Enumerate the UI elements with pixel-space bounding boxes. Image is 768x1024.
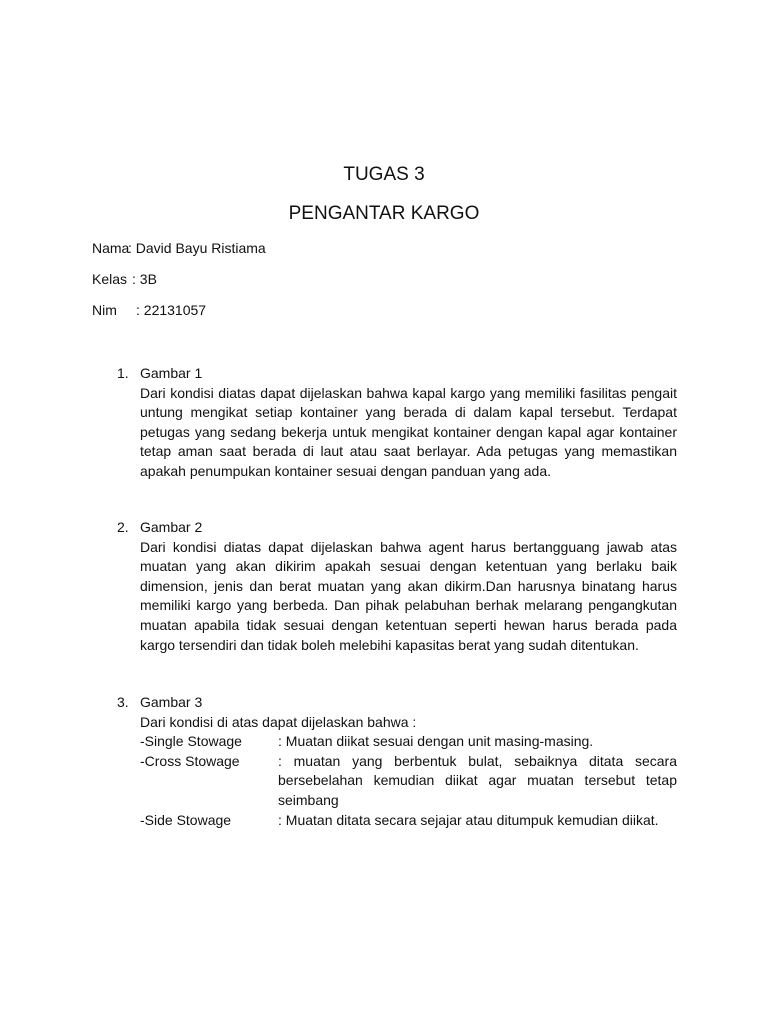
list-item-paragraph: Dari kondisi diatas dapat dijelaskan bahwa agent harus bertangguang jawab atas muatan yang akan dikirim apakah sesuai dengan ketentuan yang berlaku baik dimension, jenis dan berat muatan yang akan dikirm.Dan harusnya binatang harus memiliki kargo yang berbeda. Dan pihak pelabuhan berhak melarang pengangkutan muatan apabila tidak sesuai dengan ketentuan seperti hewan harus berada pada kargo tersendiri dan tidak boleh melebihi kapasitas berat yang sudah ditentukan. (140, 538, 677, 653)
definition-description: : Muatan diikat sesuai dengan unit masing-masing. (278, 733, 594, 750)
list-item-heading: Gambar 3 (140, 694, 203, 710)
list-item (117, 693, 677, 830)
list-item-body (140, 364, 677, 482)
list-item (117, 518, 677, 655)
name-label: Nama (92, 240, 130, 256)
definition-description: : Muatan ditata secara sejajar atau ditumpuk kemudian diikat. (278, 811, 659, 828)
list-item (117, 364, 677, 482)
definition-term: -Single Stowage (140, 733, 242, 750)
definition-term: -Cross Stowage (140, 752, 240, 769)
list-item-body (140, 518, 677, 655)
document-title: TUGAS 3 (343, 164, 425, 185)
list-item-number: 1. (117, 365, 129, 381)
definition-row (140, 811, 677, 831)
list-item-paragraph: Dari kondisi diatas dapat dijelaskan bahwa kapal kargo yang memiliki fasilitas pengait untung mengikat setiap kontainer yang berada di dalam kapal tersebut. Terdapat petugas yang sedang bekerja untuk mengikat kontainer dengan kapal agar kontainer tetap aman saat berada di laut atau saat berlayar. Ada petugas yang memastikan apakah penumpukan kontainer sesuai dengan panduan yang ada. (140, 384, 677, 479)
nim-label: Nim (92, 302, 117, 318)
definition-row (140, 732, 677, 752)
definition-row (140, 752, 677, 811)
document-subtitle: PENGANTAR KARGO (288, 203, 480, 224)
list-item-number: 2. (117, 519, 129, 535)
class-value: : 3B (132, 271, 157, 287)
list-item-intro: Dari kondisi di atas dapat dijelaskan bahwa : (140, 713, 417, 730)
class-label: Kelas (92, 271, 128, 287)
list-item-heading: Gambar 1 (140, 365, 203, 381)
student-class-row (92, 270, 157, 288)
definition-term: -Side Stowage (140, 811, 232, 828)
definition-description: : muatan yang berbentuk bulat, sebaiknya ditata secara bersebelahan kemudian diikat agar muatan tersebut tetap seimbang (278, 752, 677, 808)
nim-value: : 22131057 (136, 302, 207, 318)
student-nim-row (92, 301, 206, 319)
student-name-row (92, 239, 266, 257)
name-value: : David Bayu Ristiama (128, 240, 266, 256)
list-item-body (140, 693, 677, 830)
list-item-number: 3. (117, 694, 129, 710)
list-item-heading: Gambar 2 (140, 519, 203, 535)
